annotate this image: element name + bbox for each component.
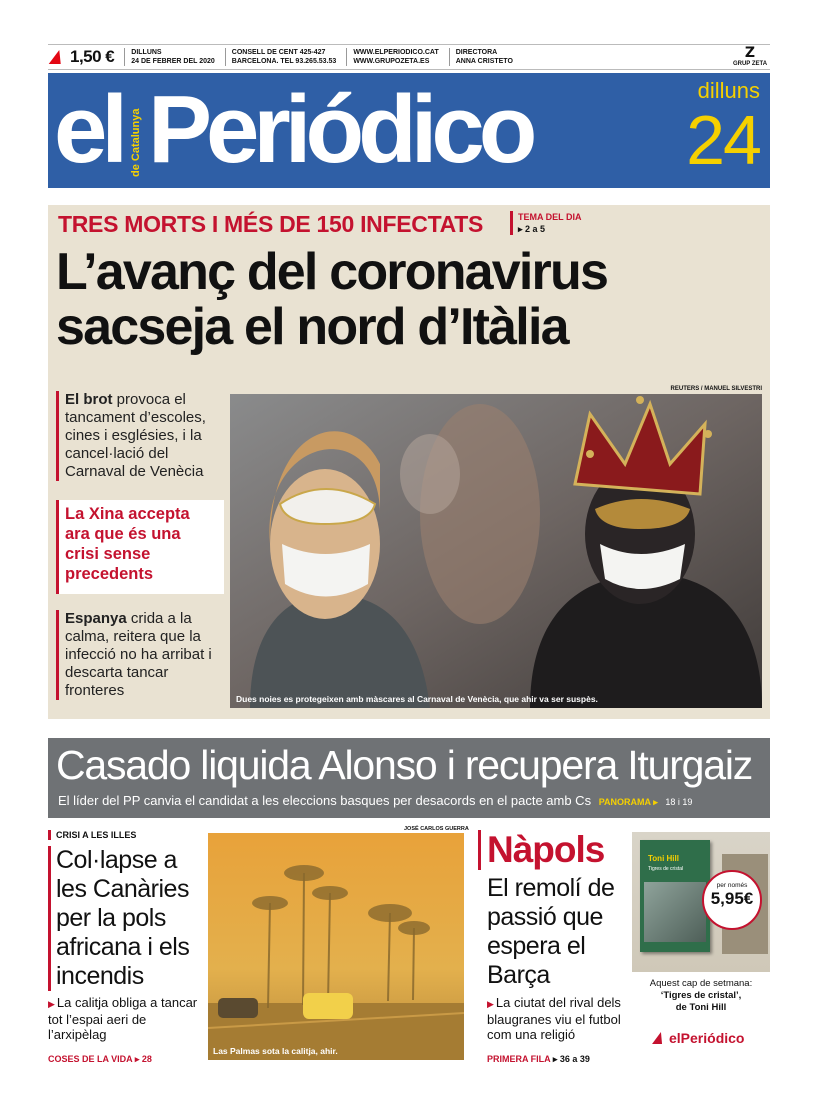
promo-logo	[652, 1030, 744, 1046]
date-info	[124, 48, 215, 66]
arrow-icon: ▶	[487, 999, 494, 1009]
canaries-photo-caption: Las Palmas sota la calitja, ahir.	[213, 1046, 338, 1056]
date-label: 24 DE FEBRER DEL 2020	[131, 58, 215, 65]
director-info	[449, 48, 513, 66]
book-promo[interactable]	[632, 830, 770, 1065]
book-cover	[640, 840, 710, 952]
address-line1: CONSELL DE CENT 425-427	[231, 49, 326, 56]
primera-fila-pages: ▸ 36 a 39	[552, 1054, 590, 1064]
grup-zeta-logo	[730, 45, 770, 71]
napols-headline: Nàpols	[478, 830, 628, 870]
las-palmas-calima-image	[208, 833, 464, 1060]
tema-pages: ▸ 2 a 5	[518, 224, 546, 234]
director-label: DIRECTORA	[455, 49, 498, 56]
tema-del-dia[interactable]	[510, 211, 582, 235]
canaries-photo[interactable]	[208, 833, 464, 1060]
napols-subhead: El remolí de passió que espera el Barça	[487, 874, 615, 989]
coses-section: COSES DE LA VIDA	[48, 1054, 133, 1064]
coses-de-la-vida-link[interactable]	[48, 1054, 152, 1065]
item1-bold: El brot	[65, 391, 113, 408]
group-name: GRUP ZETA	[732, 61, 768, 67]
lead-photo[interactable]	[230, 394, 762, 708]
coses-pages: ▸ 28	[134, 1054, 152, 1064]
lead-photo-credit: REUTERS / MANUEL SILVESTRI	[670, 386, 762, 392]
book-author: Toni Hill	[648, 854, 679, 863]
top-info-bar	[48, 44, 770, 70]
promo-line2: ‘Tigres de cristal’,	[660, 990, 742, 1001]
band-sub-text: El líder del PP canvia el candidat a les eleccions basques per desacords en el pacte amb Cs	[58, 793, 592, 808]
napols-small	[478, 995, 628, 1042]
arrow-icon: ▶	[48, 999, 55, 1009]
band-section: PANORAMA ▸	[598, 797, 658, 807]
band-headline: Casado liquida Alonso i recupera Iturgaiz	[56, 742, 753, 788]
canaries-subhead	[48, 995, 198, 1042]
masthead-de-catalunya: de Catalunya	[130, 108, 142, 177]
price-badge-label: per només	[716, 882, 748, 889]
lead-box-xina[interactable]: La Xina accepta ara que és una crisi sense precedents	[56, 500, 224, 594]
canaries-story[interactable]	[48, 830, 198, 1065]
address-line2: BARCELONA. TEL 93.265.53.53	[231, 58, 337, 65]
cover-price: 1,50 €	[70, 47, 115, 66]
masthead-day-number: 24	[686, 101, 760, 179]
item2-bold: Espanya	[65, 610, 127, 627]
lead-headline[interactable]: L’avanç del coronavirus sacseja el nord d’Itàlia	[56, 243, 608, 356]
promo-logo-text: elPeriódico	[669, 1030, 745, 1046]
director-name: ANNA CRISTETO	[455, 58, 513, 65]
book-cover-photo	[644, 882, 706, 942]
napols-small-text: La ciutat del rival dels blaugranes viu el futbol com una religió	[487, 995, 621, 1042]
lead-story	[48, 205, 770, 719]
book-promo-image	[632, 832, 770, 972]
masthead	[48, 73, 770, 188]
lead-item-espanya[interactable]	[56, 610, 224, 700]
canaries-sub-text: La calitja obliga a tancar tot l’espai aeri de l’arxipèlag	[48, 995, 198, 1042]
masthead-day-name: dilluns	[697, 78, 760, 103]
canaries-headline: Col·lapse a les Canàries per la pols africana i els incendis	[48, 846, 198, 991]
promo-text	[632, 978, 770, 1014]
carnival-masks-image	[230, 394, 762, 708]
masthead-periodico: Periódico	[148, 76, 532, 183]
day-label: DILLUNS	[131, 49, 162, 56]
zeta-icon: Z	[744, 45, 756, 61]
primera-fila-link[interactable]	[487, 1054, 590, 1065]
lead-item-brot[interactable]	[56, 391, 224, 481]
primera-fila-section: PRIMERA FILA	[487, 1054, 551, 1064]
item2-text: crida a la calma, reitera que la infecció no ha arribat i descarta tancar fronteres	[65, 610, 212, 699]
politics-band[interactable]	[48, 738, 770, 818]
book-title: Tigres de cristal	[648, 866, 684, 872]
lead-kicker: TRES MORTS I MÉS DE 150 INFECTATS	[58, 211, 484, 237]
napols-story[interactable]	[478, 830, 628, 1065]
masthead-el: el	[54, 76, 123, 183]
address-info	[225, 48, 337, 66]
web-info	[346, 48, 438, 66]
promo-line3: de Toni Hill	[675, 1002, 727, 1013]
band-subheadline	[58, 793, 692, 808]
web-link2[interactable]: WWW.GRUPOZETA.ES	[353, 58, 430, 65]
masthead-date	[686, 79, 760, 177]
price-badge-value: 5,95€	[710, 889, 754, 908]
web-link1[interactable]: WWW.ELPERIODICO.CAT	[353, 49, 439, 56]
lead-photo-caption: Dues noies es protegeixen amb màscares al Carnaval de Venècia, que ahir va ser suspès.	[236, 694, 598, 704]
band-pages: 18 i 19	[665, 797, 693, 807]
periodico-logo-icon	[652, 1031, 666, 1045]
item1-text: provoca el tancament d’escoles, cines i esglésies, i la cancel·lació del Carnaval de Venècia	[65, 391, 206, 480]
price-badge	[702, 870, 762, 930]
promo-line1: Aquest cap de setmana:	[649, 978, 753, 989]
canaries-photo-credit: JOSÉ CARLOS GUERRA	[404, 826, 469, 832]
periodico-logo-icon	[48, 48, 66, 66]
canaries-kicker: CRISI A LES ILLES	[48, 830, 198, 840]
tema-label: TEMA DEL DIA	[518, 212, 582, 222]
